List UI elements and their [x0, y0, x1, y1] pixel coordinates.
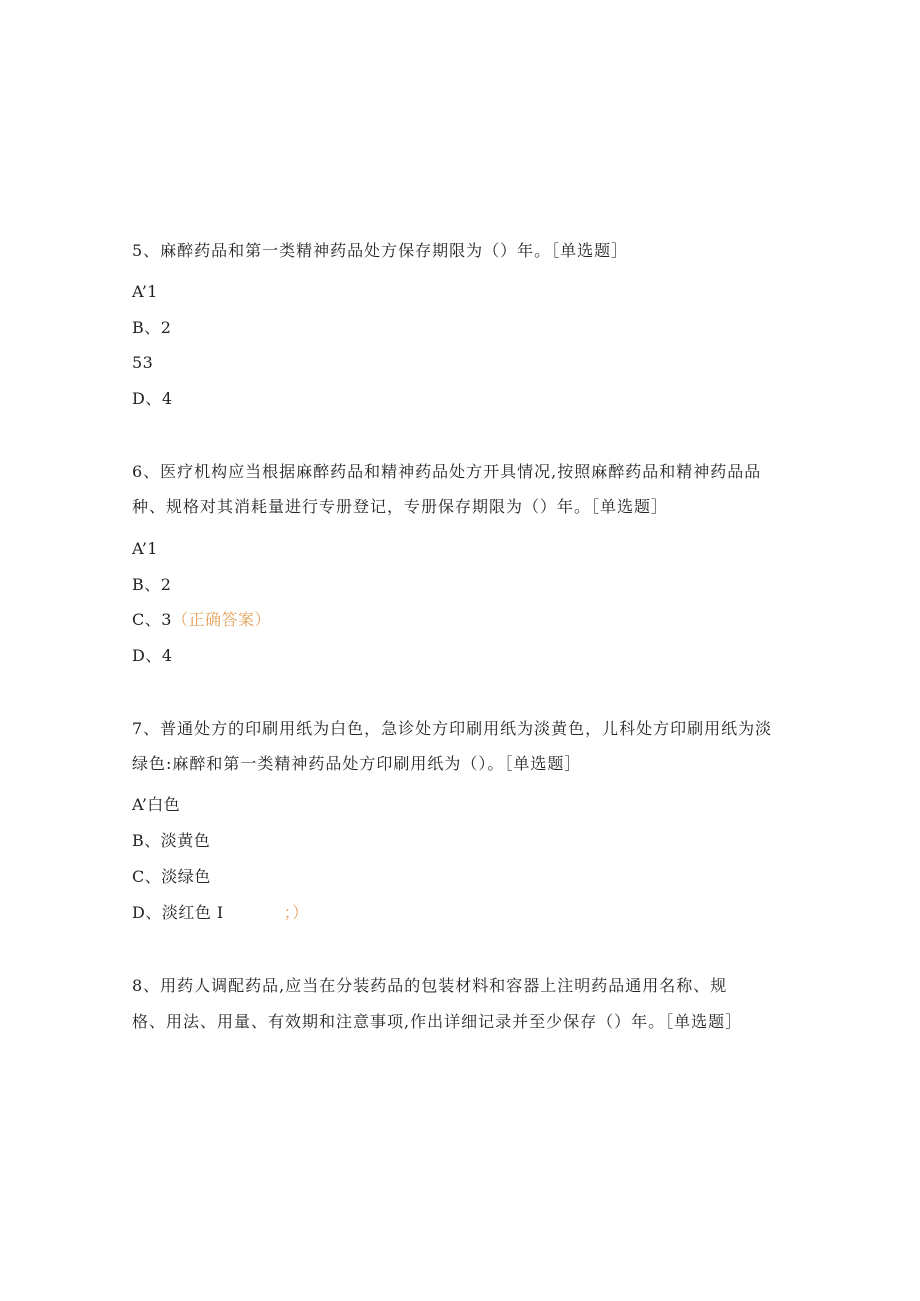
question-6-option-c-label: C、3	[132, 610, 172, 629]
question-5-option-d: D、4	[132, 389, 173, 408]
question-7-option-b: B、淡黄色	[132, 831, 211, 850]
correct-answer-tag: （正确答案）	[171, 610, 271, 629]
question-6-option-b: B、2	[132, 575, 172, 594]
question-7-option-a: A’白色	[132, 795, 181, 814]
question-6-title-line1: 6、医疗机构应当根据麻醉药品和精神药品处方开具情况,按照麻醉药品和精神药品品	[132, 462, 762, 481]
question-5-title: 5、麻醉药品和第一类精神药品处方保存期限为（）年。［单选题］	[132, 241, 629, 260]
question-7-option-c: C、淡绿色	[132, 867, 211, 886]
question-7-title-line1: 7、普通处方的印刷用纸为白色，急诊处方印刷用纸为淡黄色，儿科处方印刷用纸为淡	[132, 719, 773, 738]
question-6-option-a: A’1	[132, 539, 158, 558]
question-8-title-line1: 8、用药人调配药品,应当在分装药品的包装材料和容器上注明药品通用名称、规	[132, 976, 728, 995]
question-5-option-a: A’1	[132, 282, 158, 301]
question-6-option-d: D、4	[132, 646, 173, 665]
question-7-option-d-label: D、淡红色 I	[132, 903, 224, 922]
question-8-title-line2: 格、用法、用量、有效期和注意事项,作出详细记录并至少保存（）年。［单选题］	[132, 1012, 743, 1031]
question-7-option-d	[132, 903, 309, 923]
question-5-option-c: 53	[132, 353, 154, 372]
question-6-title-line2: 种、规格对其消耗量进行专册登记，专册保存期限为（）年。［单选题］	[132, 497, 669, 516]
question-5-option-b: B、2	[132, 318, 172, 337]
question-7-title-line2: 绿色:麻醉和第一类精神药品处方印刷用纸为（）。［单选题］	[132, 754, 582, 773]
question-7-option-d-mark: ；）	[283, 903, 309, 922]
question-6-option-c	[132, 610, 271, 630]
